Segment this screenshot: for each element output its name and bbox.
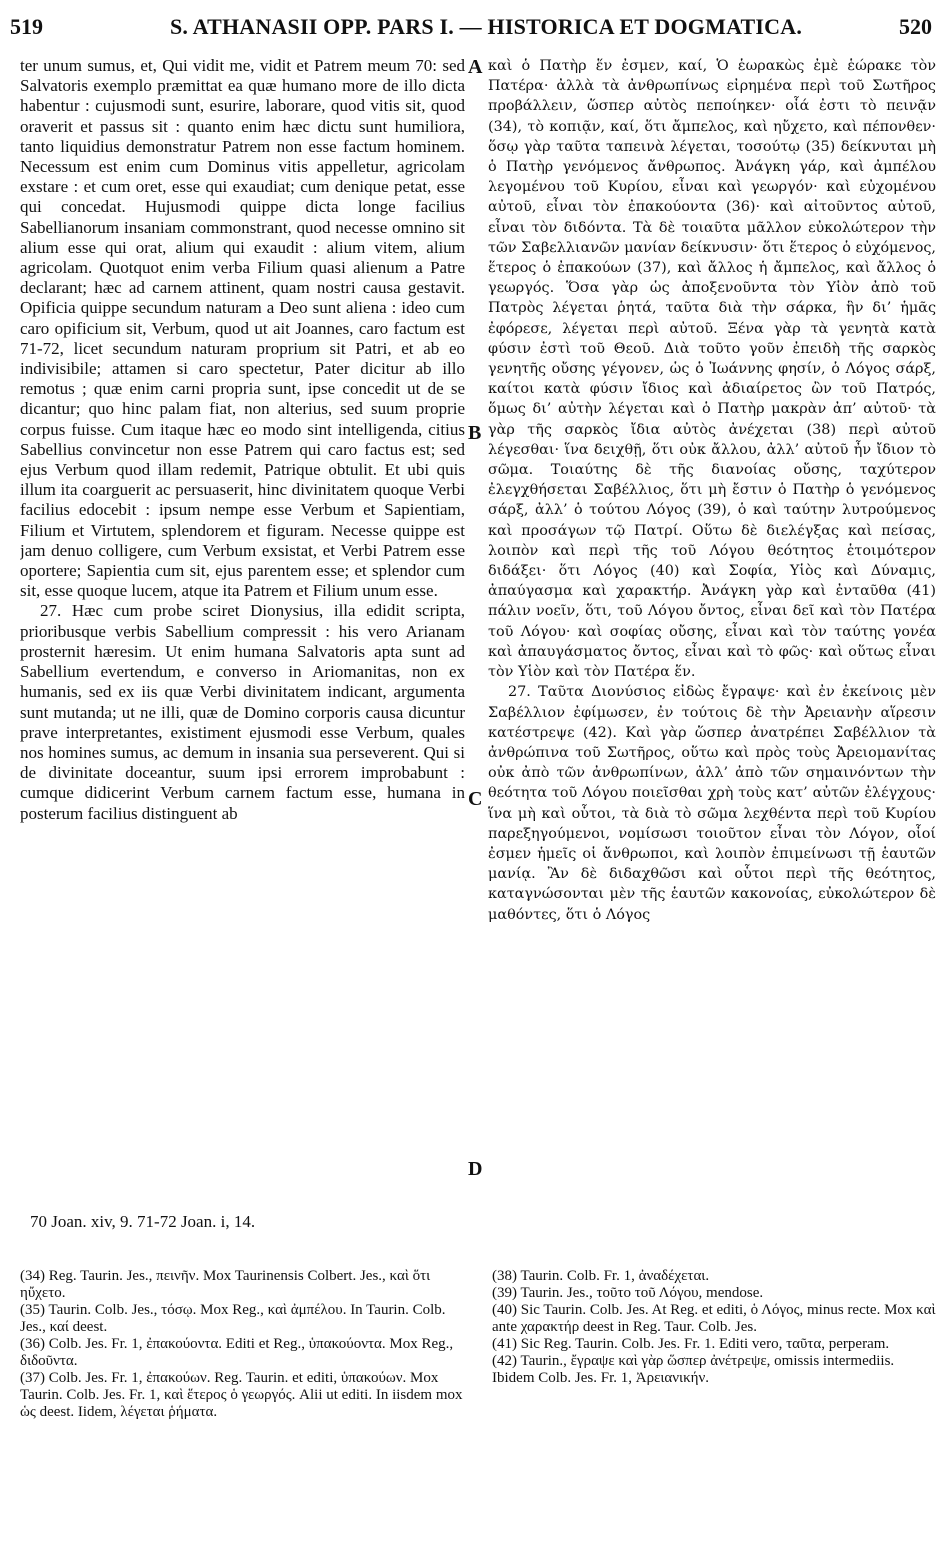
margin-marker-d: D: [468, 1158, 483, 1180]
note-36: (36) Colb. Jes. Fr. 1, ἐπακούοντα. Editi et Reg., ὑπακούοντα. Mox Reg., διδοῦντα.: [20, 1336, 454, 1369]
footnote-references: 70 Joan. xiv, 9. 71-72 Joan. i, 14.: [30, 1212, 256, 1231]
latin-column: [20, 56, 465, 1189]
greek-paragraph-2: 27. Ταῦτα Διονύσιος εἰδὼς ἔγραψε· καὶ ἐν ἐκείνοις μὲν Σαβέλλιον ἐφίμωσεν, ἐν τούτοις δὲ τὴν Ἀρειανὴν αἵρεσιν κατέστρεψε (42). Καὶ γὰρ ὥσπερ ἀνατρέπει Σαβέλλιον τὰ ἀνθρώπινα τοῦ Σωτῆρος, οὕτω καὶ πρὸς τοὺς Ἀρειομανίτας οὐκ ἀπὸ τῶν ἀνθρωπίνων, ἀλλ’ ἀπὸ τῶν σημαινόντων τὴν θεότητα τοῦ Λόγου ποιεῖσθαι χρὴ τοὺς κατ’ αὐτῶν ἐλέγχους· ἵνα μὴ καὶ οὗτοι, τὰ διὰ τὸ σῶμα λεχθέντα περὶ τοῦ Κυρίου παρεξηγούμενοι, νομίσωσι τοιοῦτον εἶναι τὸν Λόγον, οἷοί ἐσμεν ἡμεῖς οἱ ἄνθρωποι, καὶ λοιπὸν ἐπιμείνωσι τῇ ἑαυτῶν μανίᾳ. Ἂν δὲ διδαχθῶσι καὶ οὗτοι περὶ τῆς θεότητος, καταγνώσονται μὲν τῆς ἑαυτῶν κακονοίας, εὐκολώτερον δὲ μαθόντες, ὅτι ὁ Λόγος: [488, 684, 936, 923]
margin-marker-b: B: [468, 422, 482, 444]
note-38: (38) Taurin. Colb. Fr. 1, ἀναδέχεται.: [492, 1268, 710, 1284]
notes-left: [20, 1268, 465, 1421]
note-37: (37) Colb. Jes. Fr. 1, ἐπακούων. Reg. Taurin. et editi, ὑπακούων. Mox Taurin. Colb. Jes. Fr. 1, καὶ ἕτερος ὁ γεωργός. Alii ut editi. In iisdem mox ὡς deest. Iidem, λέγεται ῥήματα.: [20, 1370, 463, 1420]
note-41: (41) Sic Reg. Taurin. Colb. Jes. Fr. 1. Editi vero, ταῦτα, perperam.: [492, 1336, 890, 1352]
latin-paragraph-2: 27. Hæc cum probe sciret Dionysius, illa edidit scripta, prioribusque verbis Sabellium compressit : his vero Arianam prosternit hæresim. Ut enim humana Salvatoris apta sunt ad Sabellium evertendum, e converso in Ariomanitas, non ex humanis, sed ex iis quæ Verbi divinitatem indicant, argumenta sunt mutanda; ut ne illi, quæ de Domino corporis causa dicuntur prave interpretantes, existiment ejusmodi esse Verbum, quales nos homines sumus, ac demum in insania sua perseverent. Qui si de divinitate doceantur, suum ipsi errorem improbabunt : cumque didicerint Verbum carnem factum esse, humana in posterum facilius distinguent ab: [20, 601, 465, 823]
latin-paragraph-1: ter unum sumus, et, Qui vidit me, vidit et Patrem meum 70: sed Salvatoris exemplo præmittat ea quæ humano more de illo dicta habentur : cujusmodi sunt, esurire, laborare, quod vitis sit, quod oraverit et passus sit : quanto enim hæc dictu sunt humiliora, tanto liquidius demonstratur Patrem non esse factum hominem. Necessum est enim cum Dominus vitis appelletur, agricolam exstare : et cum oret, esse qui exaudiat; cum denique petat, esse qui concedat. Hujusmodi quippe dicta longe facilius Sabellianorum insaniam commonstrant, quod necesse omnino sit alium esse qui orat, alium qui exaudit : alium vitem, alium agricolam. Quotquot enim verba Filium quasi alienum a Patre declarant; hæc ad carnem attinent, quam nostri causa gestavit. Opificia quippe secundum naturam a Deo sunt aliena : ideo cum caro opificium sit, Verbum, quod ut ait Joannes, caro factum est 71-72, licet secundum naturam proprium sit Patri, et ab eo indivisibile; attamen si caro spectetur, Pater dicitur ab illo remotus ; quæ enim carni propria sunt, ipse concedit ut de se dicantur; quo hinc palam fiat, non alterius, sed suum proprie corpus fuisse. Cum itaque hæc eo modo sint intelligenda, citius Sabellius convincetur non esse Patrem qui caro factus est; sed ejus Verbum quod illam redemit, Patrique obtulit. Et ubi quis illum ita coarguerit ac persuaserit, hinc divinitatem quoque Verbi facilius edocebit : ipsum nempe esse Verbum et Sapientiam, Filium et Virtutem, splendorem et figuram. Necesse quippe est jam denuo colligere, cum Verbum exsistat, et Verbi Patrem esse oportere; Sapientia cum sit, ejus parentem esse; et splendor cum sit, esse quoque lucem, atque ita Patrem et Filium unum esse.: [20, 56, 465, 601]
margin-marker-a: A: [468, 56, 483, 78]
greek-paragraph-1: καὶ ὁ Πατὴρ ἕν ἐσμεν, καί, Ὁ ἑωρακὼς ἐμὲ ἑώρακε τὸν Πατέρα· ἀλλὰ τὰ ἀνθρωπίνως εἰρημένα περὶ τοῦ Σωτῆρος προβάλλειν, ὥσπερ αὐτὸς πεποίηκεν· οἷά ἐστι τὸ πεινᾷν (34), τὸ κοπιᾷν, καί, ὅτι ἄμπελος, καὶ ηὔχετο, καὶ πέπονθεν· ὅσῳ γὰρ ταῦτα ταπεινὰ λέγεται, τοσούτῳ (35) δείκνυται μὴ ὁ Πατὴρ γενόμενος ἄνθρωπος. Ἀνάγκη γάρ, καὶ ἀμπέλου λεγομένου τοῦ Κυρίου, εἶναι καὶ γεωργόν· καὶ εὐχομένου αὐτοῦ, εἶναι τὸν ἐπακούοντα (36)· καὶ αἰτοῦντος αὐτοῦ, εἶναι τὸν διδόντα. Τὰ δὲ τοιαῦτα μᾶλλον εὐκολώτερον τὴν τῶν Σαβελλιανῶν μανίαν δείκνυσιν· ὅτι ἕτερος ὁ εὐχόμενος, ἕτερος ὁ ἐπακούων (37), καὶ ἄλλος ἡ ἄμπελος, καὶ ἄλλος ὁ γεωργός. Ὅσα γὰρ ὡς ἀποξενοῦντα τὸν Υἱὸν ἀπὸ τοῦ Πατρὸς λέγεται ῥητά, ταῦτα διὰ τὴν σάρκα, ἣν δι’ ἡμᾶς ἐφόρεσε, λέγεται περὶ αὐτοῦ. Ξένα γὰρ τὰ γενητὰ κατὰ φύσιν ἐστὶ τοῦ Θεοῦ. Διὰ τοῦτο γοῦν ἐπειδὴ τῆς σαρκὸς γενητῆς οὔσης γέγονεν, ὡς ὁ Ἰωάννης φησίν, ὁ Λόγος σάρξ, καίτοι κατὰ φύσιν ἴδιος καὶ ἀδιαίρετος ὢν τοῦ Πατρός, ὅμως δι’ αὐτὴν λέγεται καὶ ὁ Πατὴρ μακρὰν ἀπ’ αὐτοῦ· τὰ γὰρ τῆς σαρκὸς ἴδια αὐτὸς ἀνέχεται (38) περὶ αὐτοῦ λέγεσθαι· ἵνα δειχθῇ, ὅτι οὐκ ἄλλου, ἀλλ’ αὐτοῦ ἦν ἴδιον τὸ σῶμα. Τοιαύτης δὲ τῆς διανοίας οὔσης, ταχύτερον ἐλεγχθήσεται Σαβέλλιος, ὅτι μὴ ἔστιν ὁ Πατὴρ ὁ γενόμενος σάρξ, ἀλλ’ ὁ τούτου Λόγος (39), ὁ καὶ ταύτην λυτρούμενος καὶ προσάγων τῷ Πατρί. Οὕτω δὲ διελέγξας καὶ πείσας, λοιπὸν καὶ περὶ τῆς τοῦ Λόγου θεότητος ἑτοιμότερον διδάξει· ὅτι Λόγος (40) καὶ Σοφία, Υἱὸς καὶ Δύναμις, ἀπαύγασμα καὶ χαρακτήρ. Ἀνάγκη γὰρ καὶ ἐνταῦθα (41) πάλιν νοεῖν, ὅτι, τοῦ Λόγου ὄντος, εἶναι δεῖ καὶ τὸν Πατέρα τοῦ Λόγου· καὶ σοφίας οὔσης, εἶναι καὶ τὸν ταύτης γονέα καὶ ἀπαυγάσματος ὄντος, εἶναι καὶ τὸ φῶς· καὶ οὕτως εἶναι τὸν Υἱὸν καὶ τὸν Πατέρα ἕν.: [488, 58, 936, 681]
page-number-left: 519: [10, 14, 43, 39]
notes-right: [492, 1268, 936, 1387]
note-35: (35) Taurin. Colb. Jes., τόσῳ. Mox Reg., καὶ ἀμπέλου. In Taurin. Colb. Jes., καί deest.: [20, 1302, 446, 1335]
running-title: S. ATHANASII OPP. PARS I. — HISTORICA ET DOGMATICA.: [170, 14, 803, 39]
note-39: (39) Taurin. Jes., τοῦτο τοῦ Λόγου, mendose.: [492, 1285, 764, 1301]
note-40: (40) Sic Taurin. Colb. Jes. At Reg. et editi, ὁ Λόγος, minus recte. Mox καὶ ante χαρακτήρ deest in Reg. Taur. Colb. Jes.: [492, 1302, 936, 1335]
note-42: (42) Taurin., ἔγραψε καὶ γὰρ ὥσπερ ἀνέτρεψε, omissis intermediis. Ibidem Colb. Jes. Fr. 1, Ἀρειανικήν.: [492, 1353, 895, 1386]
page-number-right: 520: [899, 14, 932, 39]
greek-column: [488, 56, 936, 1189]
page-header: [0, 14, 952, 44]
note-34: (34) Reg. Taurin. Jes., πεινῆν. Mox Taurinensis Colbert. Jes., καὶ ὅτι ηὔχετο.: [20, 1268, 431, 1301]
margin-marker-c: C: [468, 788, 483, 810]
